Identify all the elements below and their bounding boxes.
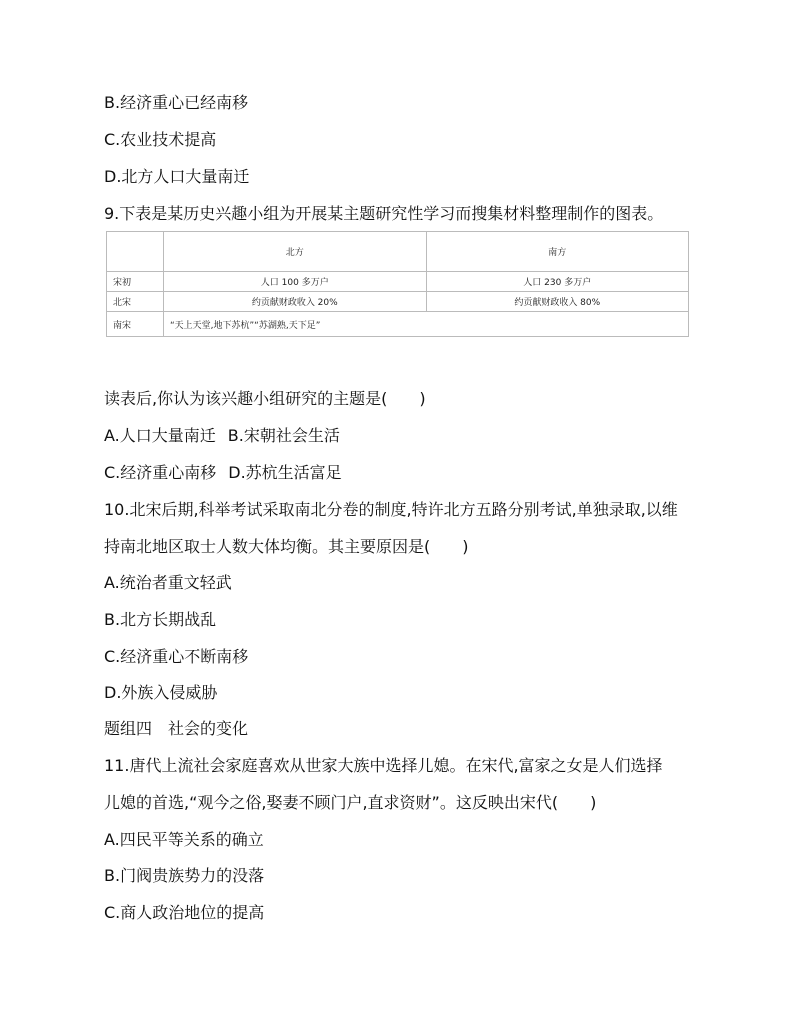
- q10-option-d: D.外族入侵威胁: [104, 683, 218, 702]
- table-row: [107, 272, 689, 292]
- q8-option-c: C.农业技术提高: [104, 130, 217, 149]
- table-row-label: 宋初: [107, 272, 164, 292]
- table-corner-cell: [107, 232, 164, 272]
- q11-stem-line-1: 11.唐代上流社会家庭喜欢从世家大族中选择儿媳。在宋代,富家之女是人们选择: [104, 756, 663, 775]
- table-cell-north: 人口 100 多万户: [164, 272, 427, 292]
- q11-option-c: C.商人政治地位的提高: [104, 903, 265, 922]
- q9-option-a: A.人口大量南迁: [104, 426, 216, 445]
- q11-option-b: B.门阀贵族势力的没落: [104, 866, 265, 885]
- q9-option-c: C.经济重心南移: [104, 463, 217, 482]
- table-cell-south: 约贡献财政收入 80%: [426, 292, 689, 312]
- table-header-north: 北方: [164, 232, 427, 272]
- q11-stem-line-2: 儿媳的首选,“观今之俗,娶妻不顾门户,直求资财”。这反映出宋代( ): [104, 793, 597, 812]
- table-row-label: 北宋: [107, 292, 164, 312]
- q10-option-a: A.统治者重文轻武: [104, 573, 232, 592]
- q10-option-c: C.经济重心不断南移: [104, 647, 249, 666]
- table-row: [107, 292, 689, 312]
- q9-question: 读表后,你认为该兴趣小组研究的主题是( ): [104, 389, 426, 408]
- q9-stem: 9.下表是某历史兴趣小组为开展某主题研究性学习而搜集材料整理制作的图表。: [104, 204, 664, 223]
- table-cell-north: 约贡献财政收入 20%: [164, 292, 427, 312]
- q8-option-d: D.北方人口大量南迁: [104, 167, 250, 186]
- section-heading: 题组四 社会的变化: [104, 719, 249, 738]
- table-row-label: 南宋: [107, 312, 164, 337]
- q10-stem-line-1: 10.北宋后期,科举考试采取南北分卷的制度,特许北方五路分别考试,单独录取,以维: [104, 500, 678, 519]
- q8-option-b: B.经济重心已经南移: [104, 93, 249, 112]
- q9-table: [106, 231, 689, 337]
- table-header-row: [107, 232, 689, 272]
- q9-options-ab: [104, 426, 340, 446]
- table-row: [107, 312, 689, 337]
- q9-option-d: D.苏杭生活富足: [228, 463, 342, 482]
- q9-options-cd: [104, 463, 342, 483]
- q9-option-b: B.宋朝社会生活: [227, 426, 340, 445]
- table-header-south: 南方: [426, 232, 689, 272]
- table-cell-south: 人口 230 多万户: [426, 272, 689, 292]
- table-cell-merged: “天上天堂,地下苏杭”“苏湖熟,天下足”: [164, 312, 689, 337]
- q11-option-a: A.四民平等关系的确立: [104, 830, 264, 849]
- q10-option-b: B.北方长期战乱: [104, 610, 217, 629]
- q10-stem-line-2: 持南北地区取士人数大体均衡。其主要原因是( ): [104, 537, 469, 556]
